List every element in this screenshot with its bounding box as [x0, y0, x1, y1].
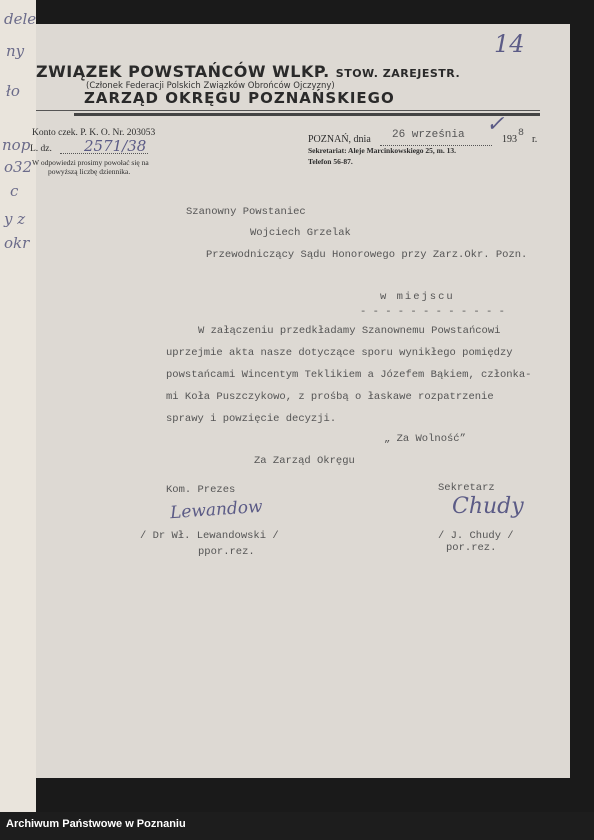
- right-handwritten-signature: Chudy: [452, 494, 524, 519]
- body-line: W załączeniu przedkładamy Szanownemu Powstańcowi: [198, 325, 501, 337]
- ref-line: [60, 153, 148, 154]
- reply-note-2: powyższą liczbę dziennika.: [48, 167, 131, 176]
- year-prefix: 193: [502, 134, 517, 145]
- right-signatory-name: / J. Chudy /: [438, 530, 514, 542]
- margin-scribble: okr: [4, 234, 30, 252]
- account-number: Konto czek. P. K. O. Nr. 203053: [32, 128, 156, 138]
- recipient-name: Wojciech Grzelak: [250, 227, 351, 239]
- letterhead-org: [36, 62, 460, 81]
- body-line: powstańcami Wincentym Teklikiem a Józefem Bąkiem, członka-: [166, 369, 532, 381]
- salutation: Szanowny Powstaniec: [186, 206, 306, 218]
- location-underline: - - - - - - - - - - - -: [360, 306, 505, 318]
- header-rule-thick: [74, 113, 540, 116]
- reply-note-1: W odpowiedzi prosimy powołać się na: [32, 158, 149, 167]
- year-digit: 8: [518, 128, 525, 139]
- closing: Za Zarząd Okręgu: [254, 455, 355, 467]
- left-handwritten-signature: Lewandow: [169, 496, 264, 524]
- page-number: 14: [494, 30, 525, 58]
- year-suffix: r.: [532, 134, 538, 145]
- letterhead-board: ZARZĄD OKRĘGU POZNAŃSKIEGO: [84, 89, 395, 107]
- recipient-role: Przewodniczący Sądu Honorowego przy Zarz.Okr. Pozn.: [206, 249, 528, 261]
- phone: Telefon 56-87.: [308, 157, 353, 166]
- org-name: ZWIĄZEK POWSTAŃCÓW WLKP.: [36, 62, 330, 81]
- margin-scribble: nop: [2, 136, 31, 154]
- left-signatory-rank: ppor.rez.: [198, 546, 255, 558]
- ref-label: L. dz.: [30, 144, 52, 154]
- left-signatory-title: Kom. Prezes: [166, 484, 236, 496]
- archive-label: Archiwum Państwowe w Poznaniu: [6, 818, 186, 830]
- margin-scribble: c: [10, 182, 19, 200]
- place-date-prefix: POZNAŃ, dnia: [308, 134, 371, 145]
- body-line: sprawy i powzięcie decyzji.: [166, 413, 337, 425]
- right-signatory-title: Sekretarz: [438, 482, 495, 494]
- right-signatory-rank: por.rez.: [446, 542, 497, 554]
- margin-scribble: ny: [6, 42, 25, 60]
- adjacent-page-strip: [0, 0, 36, 812]
- location: w miejscu: [380, 291, 455, 303]
- org-status: STOW. ZAREJESTR.: [335, 67, 461, 80]
- date-day-month: 26 września: [392, 129, 465, 141]
- margin-scribble: o32: [4, 158, 33, 176]
- margin-scribble: ło: [6, 82, 20, 100]
- handwritten-mark: ✓: [486, 112, 505, 137]
- margin-scribble: dele: [4, 10, 36, 28]
- header-rule: [36, 110, 540, 111]
- margin-scribble: y z: [4, 210, 26, 228]
- letterhead-federation: (Członek Federacji Polskich Związków Obrońców Ojczyzny): [86, 81, 335, 91]
- motto: „ Za Wolność”: [384, 433, 466, 445]
- left-signatory-name: / Dr Wł. Lewandowski /: [140, 530, 279, 542]
- body-line: uprzejmie akta nasze dotyczące sporu wynikłego pomiędzy: [166, 347, 513, 359]
- ref-number: 2571/38: [84, 137, 147, 155]
- secretariat-address: Sekretariat: Aleje Marcinkowskiego 25, m. 13.: [308, 146, 457, 155]
- body-line: mi Koła Puszczykowo, z prośbą o łaskawe rozpatrzenie: [166, 391, 494, 403]
